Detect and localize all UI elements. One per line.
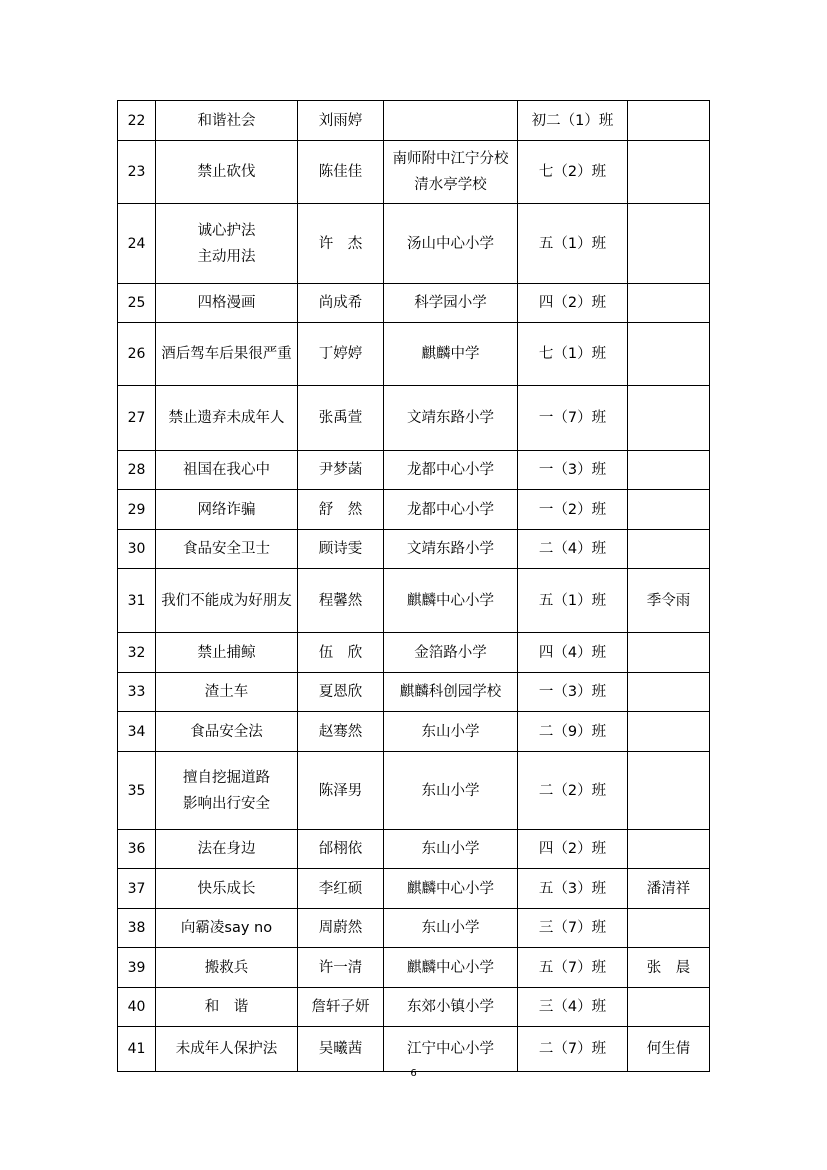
author-name: 许 杰 [298,204,384,284]
author-name: 程馨然 [298,569,384,633]
work-title-line: 诚心护法 [197,222,256,239]
work-title-line: 擅自挖掘道路 [183,769,270,786]
work-title: 四格漫画 [156,284,298,323]
author-name: 李红硕 [298,869,384,909]
table-row [118,633,710,673]
school-name: 麒麟中学 [384,323,518,386]
author-name: 伍 欣 [298,633,384,673]
school-name: 麒麟中心小学 [384,569,518,633]
school-name: 东山小学 [384,909,518,948]
school-name: 龙都中心小学 [384,451,518,490]
row-number: 28 [118,451,156,490]
class-name: 七（1）班 [518,323,628,386]
teacher-name [628,633,710,673]
work-title: 向霸凌say no [156,909,298,948]
class-name: 五（1）班 [518,569,628,633]
school-name: 东郊小镇小学 [384,988,518,1027]
work-title: 搬救兵 [156,948,298,988]
author-name: 赵骞然 [298,712,384,752]
work-title: 祖国在我心中 [156,451,298,490]
row-number: 36 [118,830,156,869]
table-row [118,752,710,830]
work-title: 禁止遗弃未成年人 [156,386,298,451]
awards-table [117,100,710,1072]
class-name: 四（2）班 [518,830,628,869]
work-title: 和谐社会 [156,101,298,141]
teacher-name [628,323,710,386]
row-number: 24 [118,204,156,284]
class-name: 一（3）班 [518,673,628,712]
school-name: 麒麟中心小学 [384,948,518,988]
school-name: 汤山中心小学 [384,204,518,284]
teacher-name: 何生倩 [628,1027,710,1072]
work-title: 未成年人保护法 [156,1027,298,1072]
class-name: 五（3）班 [518,869,628,909]
class-name: 五（1）班 [518,204,628,284]
school-name: 麒麟科创园学校 [384,673,518,712]
class-name: 七（2）班 [518,141,628,204]
author-name: 夏恩欣 [298,673,384,712]
table-row [118,869,710,909]
school-name: 金箔路小学 [384,633,518,673]
teacher-name [628,988,710,1027]
row-number: 38 [118,909,156,948]
work-title: 食品安全法 [156,712,298,752]
work-title: 禁止砍伐 [156,141,298,204]
table-row [118,323,710,386]
class-name: 二（2）班 [518,752,628,830]
class-name: 初二（1）班 [518,101,628,141]
class-name: 二（4）班 [518,530,628,569]
school-name: 文靖东路小学 [384,530,518,569]
class-name: 四（2）班 [518,284,628,323]
teacher-name: 张 晨 [628,948,710,988]
author-name: 周蔚然 [298,909,384,948]
author-name: 张禹萱 [298,386,384,451]
school-name: 文靖东路小学 [384,386,518,451]
author-name: 尚成希 [298,284,384,323]
author-name: 顾诗雯 [298,530,384,569]
class-name: 四（4）班 [518,633,628,673]
table-row [118,451,710,490]
row-number: 41 [118,1027,156,1072]
class-name: 三（4）班 [518,988,628,1027]
table-row [118,988,710,1027]
table-row [118,386,710,451]
work-title: 和 谐 [156,988,298,1027]
class-name: 一（7）班 [518,386,628,451]
row-number: 30 [118,530,156,569]
school-name: 龙都中心小学 [384,490,518,530]
school-name: 东山小学 [384,712,518,752]
school-name: 江宁中心小学 [384,1027,518,1072]
table-row [118,204,710,284]
work-title: 网络诈骗 [156,490,298,530]
work-title-line: 主动用法 [197,248,256,265]
row-number: 40 [118,988,156,1027]
row-number: 27 [118,386,156,451]
teacher-name [628,386,710,451]
school-name: 科学园小学 [384,284,518,323]
author-name: 吴曦茜 [298,1027,384,1072]
row-number: 31 [118,569,156,633]
teacher-name [628,830,710,869]
work-title: 酒后驾车后果很严重 [156,323,298,386]
teacher-name [628,141,710,204]
teacher-name [628,490,710,530]
class-name: 一（2）班 [518,490,628,530]
teacher-name [628,451,710,490]
school-name [384,101,518,141]
row-number: 26 [118,323,156,386]
teacher-name [628,204,710,284]
school-name: 东山小学 [384,830,518,869]
table-row [118,1027,710,1072]
page-number: 6 [410,1068,417,1079]
work-title: 法在身边 [156,830,298,869]
author-name: 丁婷婷 [298,323,384,386]
table-row [118,490,710,530]
class-name: 五（7）班 [518,948,628,988]
teacher-name [628,909,710,948]
teacher-name [628,752,710,830]
table-row [118,948,710,988]
table-row [118,673,710,712]
teacher-name [628,284,710,323]
table-row [118,569,710,633]
school-name: 麒麟中心小学 [384,869,518,909]
school-name: 东山小学 [384,752,518,830]
author-name: 陈泽男 [298,752,384,830]
work-title-line: 影响出行安全 [183,795,270,812]
teacher-name [628,530,710,569]
author-name: 邰栩依 [298,830,384,869]
class-name: 三（7）班 [518,909,628,948]
table-row [118,909,710,948]
table-row [118,712,710,752]
work-title: 禁止捕鲸 [156,633,298,673]
work-title [156,204,298,284]
teacher-name [628,712,710,752]
row-number: 37 [118,869,156,909]
class-name: 二（9）班 [518,712,628,752]
work-title: 食品安全卫士 [156,530,298,569]
work-title: 渣土车 [156,673,298,712]
author-name: 尹梦菡 [298,451,384,490]
table-row [118,284,710,323]
work-title: 快乐成长 [156,869,298,909]
row-number: 29 [118,490,156,530]
class-name: 二（7）班 [518,1027,628,1072]
teacher-name [628,101,710,141]
teacher-name: 潘清祥 [628,869,710,909]
teacher-name: 季令雨 [628,569,710,633]
work-title: 我们不能成为好朋友 [156,569,298,633]
table-row [118,101,710,141]
table-row [118,141,710,204]
table-row [118,530,710,569]
class-name: 一（3）班 [518,451,628,490]
row-number: 33 [118,673,156,712]
row-number: 22 [118,101,156,141]
work-title [156,752,298,830]
author-name: 舒 然 [298,490,384,530]
author-name: 刘雨婷 [298,101,384,141]
row-number: 35 [118,752,156,830]
author-name: 陈佳佳 [298,141,384,204]
row-number: 32 [118,633,156,673]
teacher-name [628,673,710,712]
row-number: 34 [118,712,156,752]
author-name: 许一清 [298,948,384,988]
table-row [118,830,710,869]
row-number: 39 [118,948,156,988]
school-name: 南师附中江宁分校清水亭学校 [384,141,518,204]
row-number: 25 [118,284,156,323]
row-number: 23 [118,141,156,204]
author-name: 詹轩子妍 [298,988,384,1027]
